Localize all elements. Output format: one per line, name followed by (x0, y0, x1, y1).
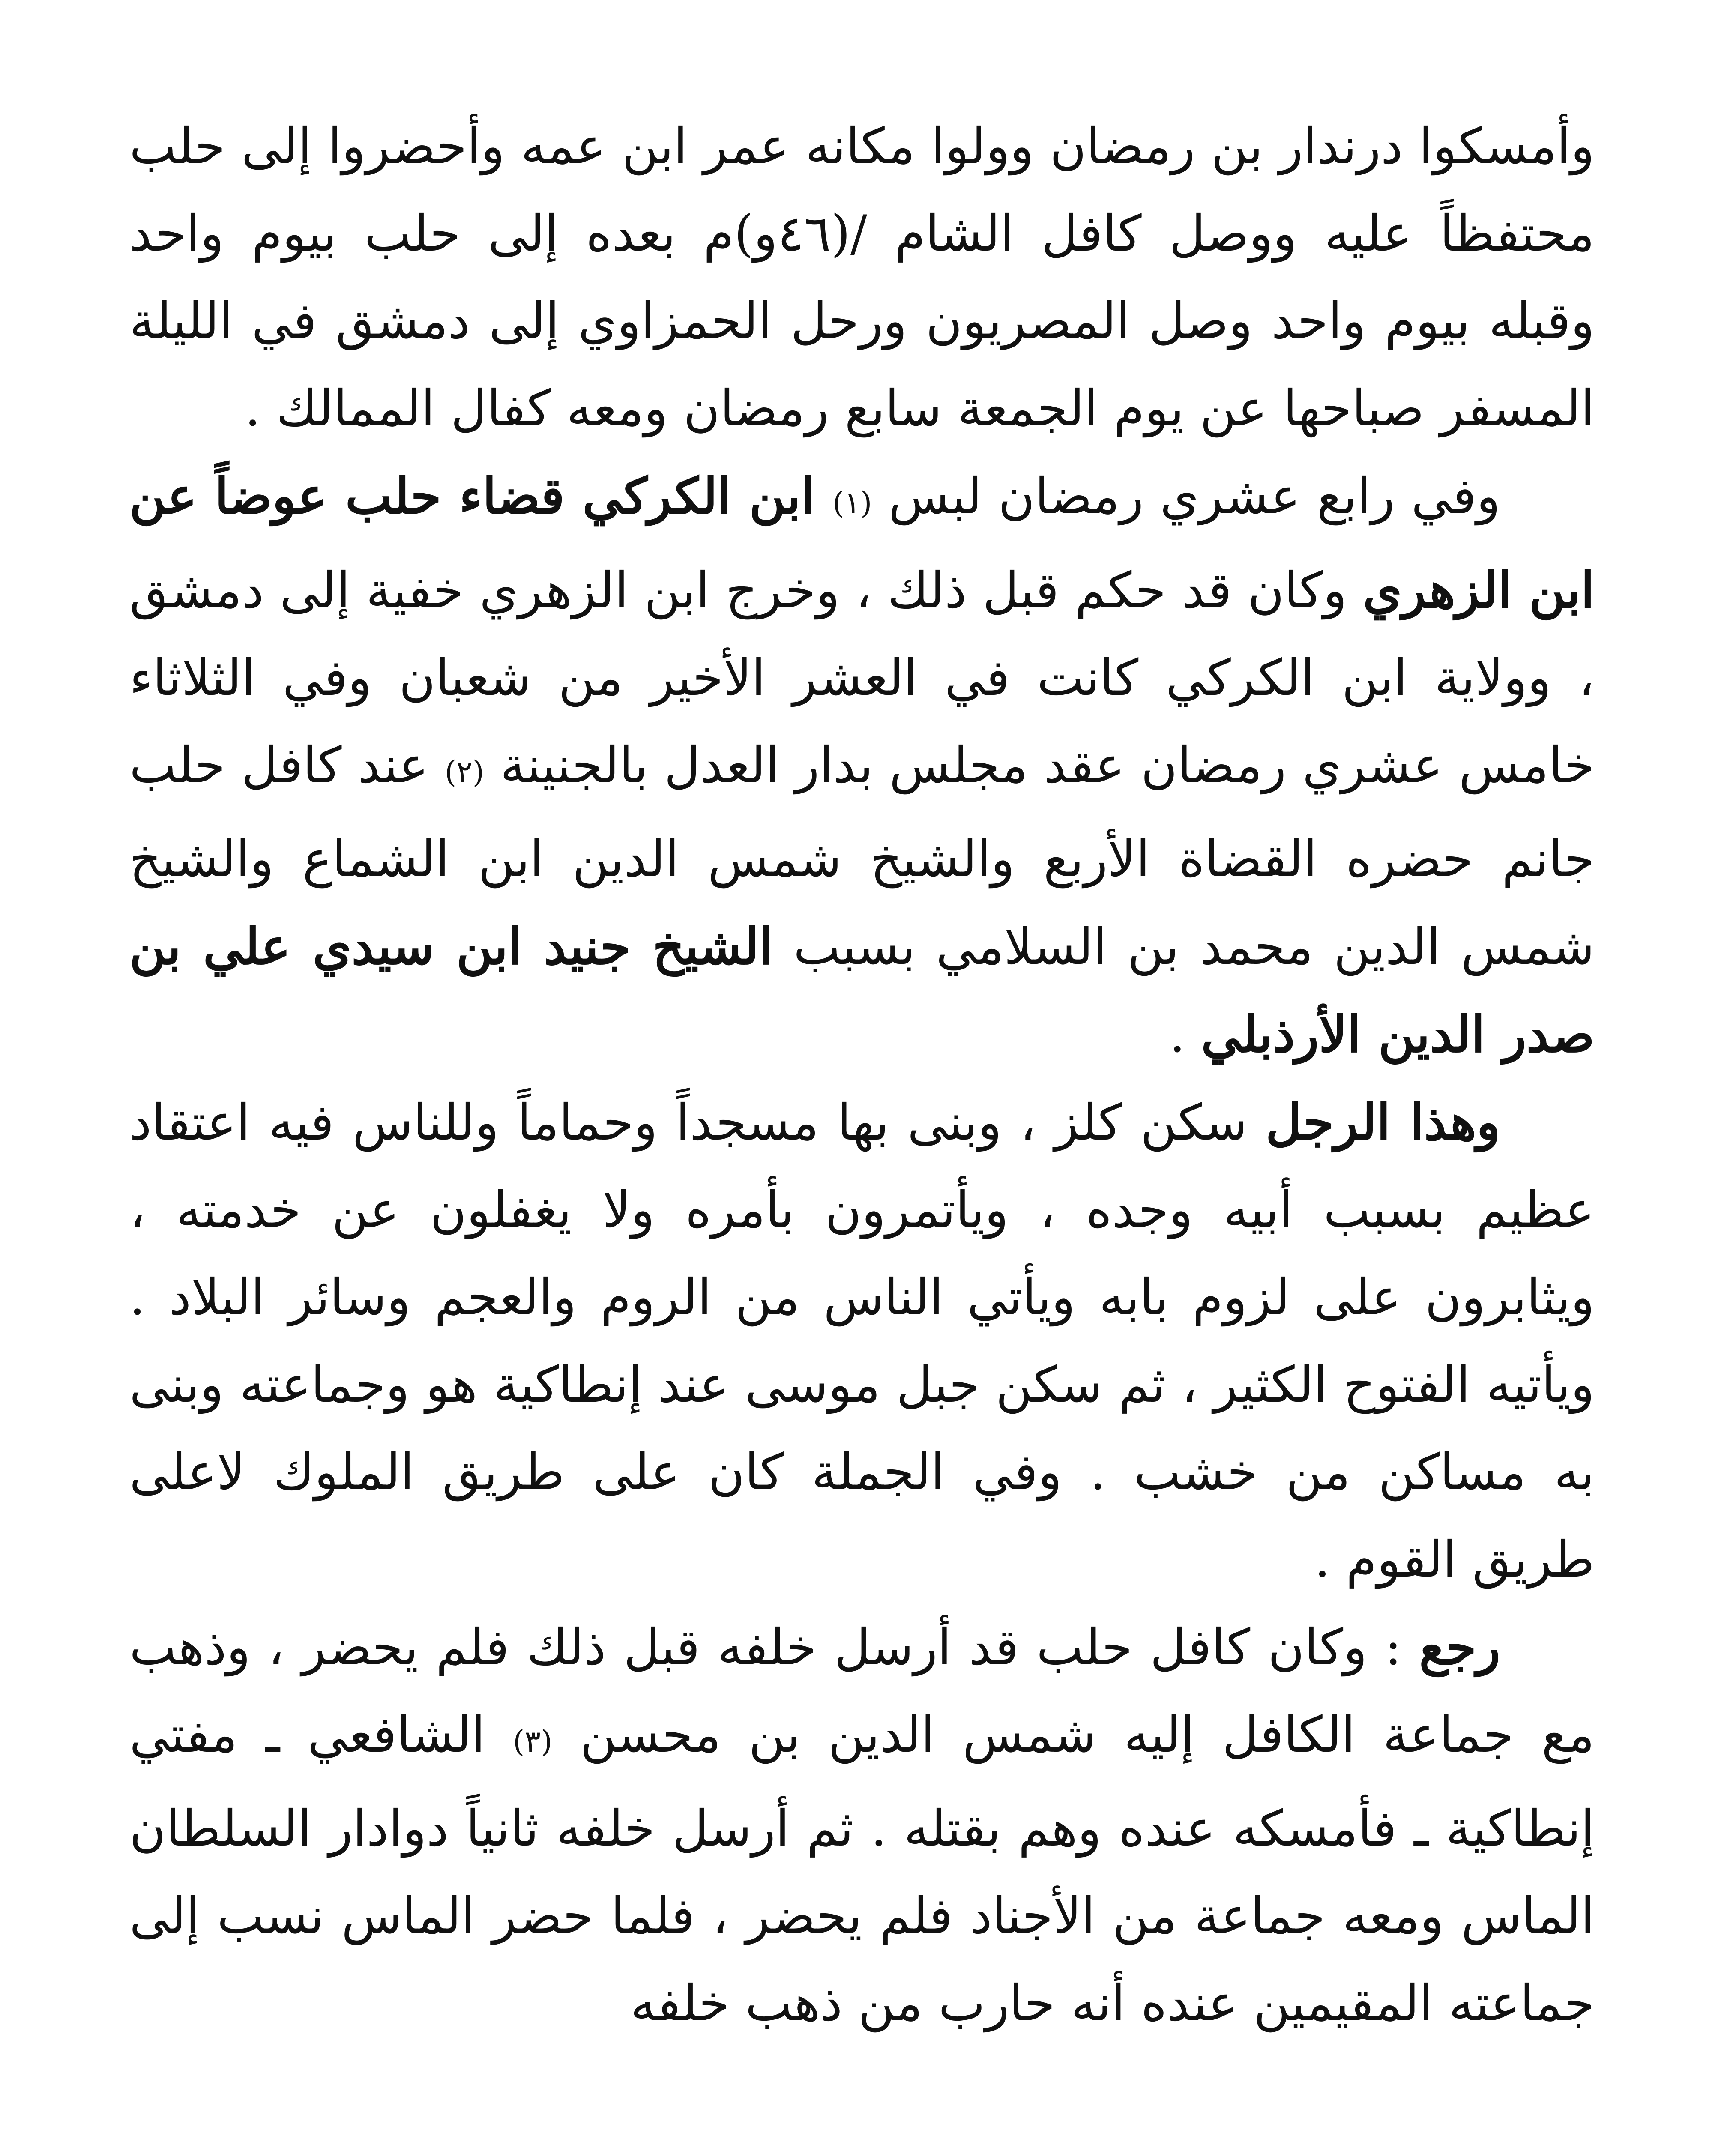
bold-phrase: وهذا الرجل (1266, 1093, 1500, 1152)
bold-phrase: ابن الكركي قضاء حلب عوضاً عن ابن الزهري (129, 467, 1595, 619)
footnote-reference: (١) (832, 485, 872, 521)
paragraph-2 (129, 452, 1595, 1079)
bold-phrase: الشيخ جنيد ابن سيدي علي بن صدر الدين الأرذبلي (129, 918, 1595, 1064)
text-run: . (1169, 1006, 1201, 1064)
paragraph-1 (129, 103, 1595, 452)
footnote-reference: (٢) (444, 754, 485, 790)
main-text (129, 103, 1595, 2047)
paragraph-3 (129, 1079, 1595, 1604)
text-run: وأمسكوا درندار بن رمضان وولوا مكانه عمر ابن عمه وأحضروا إلى حلب محتفظاً عليه ووصل كافل الشام /(٤٦و)م بعده إلى حلب بيوم واحد وقبله بيوم واحد وصل المصريون ورحل الحمزاوي إلى دمشق في الليلة المسفر صباحها عن يوم الجمعة سابع رمضان ومعه كفال الممالك . (129, 117, 1595, 437)
text-run: : وكان كافل حلب قد أرسل خلفه قبل ذلك فلم يحضر ، وذهب مع جماعة الكافل إليه شمس الدين بن محسن (129, 1618, 1595, 1764)
text-run: عند كافل حلب جانم حضره القضاة الأربع والشيخ شمس الدين ابن الشماع والشيخ شمس الدين محمد بن السلامي بسبب (129, 736, 1595, 976)
text-run: سكن كلز ، وبنى بها مسجداً وحماماً وللناس فيه اعتقاد عظيم بسبب أبيه وجده ، ويأتمرون بأمره ولا يغفلون عن خدمته ، ويثابرون على لزوم بابه ويأتي الناس من الروم والعجم وسائر البلاد . ويأتيه الفتوح الكثير ، ثم سكن جبل موسى عند إنطاكية هو وجماعته وبنى به مساكن من خشب . وفي الجملة كان على طريق الملوك لاعلى طريق القوم . (129, 1094, 1595, 1589)
text-run: وفي رابع عشري رمضان لبس (872, 467, 1500, 525)
bold-phrase: رجع (1419, 1618, 1500, 1676)
footnote-reference: (٣) (513, 1724, 553, 1759)
text-run: وكان قد حكم قبل ذلك ، وخرج ابن الزهري خفية إلى دمشق ، وولاية ابن الكركي كانت في العشر الأخير من شعبان وفي الثلاثاء خامس عشري رمضان عقد مجلس بدار العدل بالجنينة (129, 562, 1595, 794)
text-run: الشافعي ـ مفتي إنطاكية ـ فأمسكه عنده وهم بقتله . ثم أرسل خلفه ثانياً دوادار السلطان الماس ومعه جماعة من الأجناد فلم يحضر ، فلما حضر الماس نسب إلى جماعته المقيمين عنده أنه حارب من ذهب خلفه (129, 1706, 1595, 2032)
paragraph-4 (129, 1604, 1595, 2047)
